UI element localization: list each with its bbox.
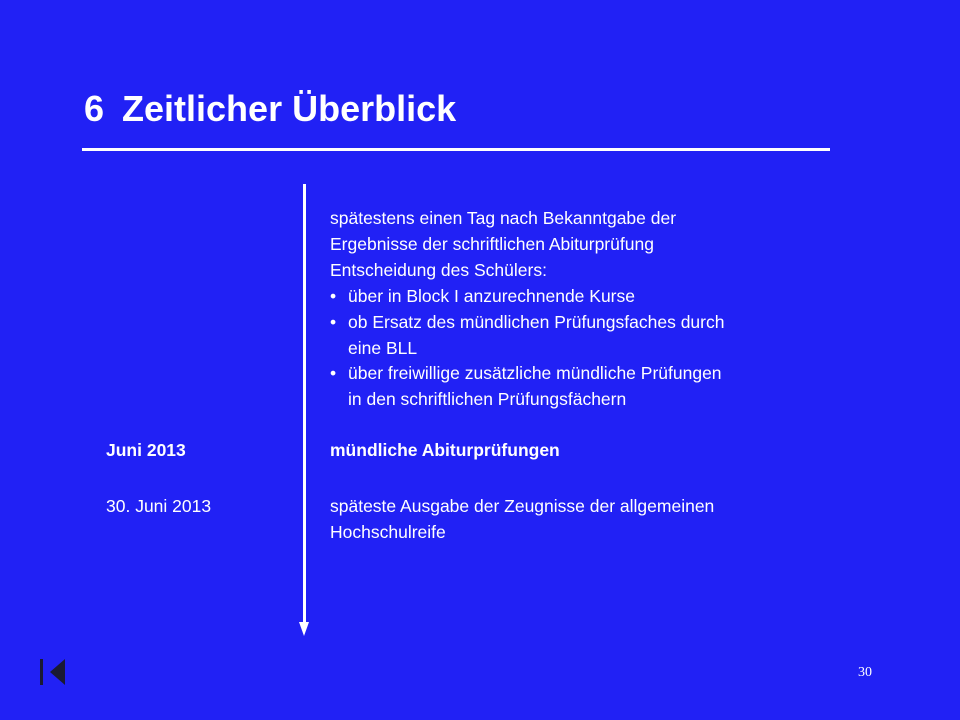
timeline-line <box>303 184 306 624</box>
bullet-text: ob Ersatz des mündlichen Prüfungsfaches durch <box>348 311 725 332</box>
first-entry-description <box>330 206 830 413</box>
slide-section-number: 6 <box>84 88 105 129</box>
slide-title <box>84 84 456 134</box>
entry-description <box>330 494 830 546</box>
bullet-text-continuation: in den schriftlichen Prüfungsfächern <box>348 389 627 410</box>
entry-description-line: späteste Ausgabe der Zeugnisse der allgemeinen <box>330 496 715 516</box>
nav-back-icon[interactable] <box>40 658 66 686</box>
nav-back-triangle <box>50 659 65 685</box>
first-entry-line: Entscheidung des Schülers: <box>330 259 547 280</box>
bullet-text-continuation: eine BLL <box>348 337 418 358</box>
page-number: 30 <box>858 665 872 680</box>
bullet-item <box>330 284 830 310</box>
entry-description-line: Hochschulreife <box>330 521 446 542</box>
entry-date: Juni 2013 <box>106 440 186 460</box>
bullet-item <box>330 310 830 336</box>
bullet-icon: • <box>330 311 337 332</box>
first-entry-line: spätestens einen Tag nach Bekanntgabe der <box>330 208 677 228</box>
entry-description <box>330 438 830 464</box>
first-entry-line: Ergebnisse der schriftlichen Abiturprüfung <box>330 233 654 254</box>
nav-back-bar <box>40 659 43 685</box>
title-underline <box>82 148 830 151</box>
bullet-icon: • <box>330 285 337 306</box>
entry-description-line: mündliche Abiturprüfungen <box>330 440 560 460</box>
entry-date: 30. Juni 2013 <box>106 496 212 516</box>
bullet-item <box>330 361 830 387</box>
timeline-arrow-icon <box>299 622 309 636</box>
bullet-icon: • <box>330 363 337 384</box>
bullet-text: über freiwillige zusätzliche mündliche Prüfungen <box>348 363 722 384</box>
slide-title-text: Zeitlicher Überblick <box>122 88 457 129</box>
bullet-text: über in Block I anzurechnende Kurse <box>348 285 635 306</box>
